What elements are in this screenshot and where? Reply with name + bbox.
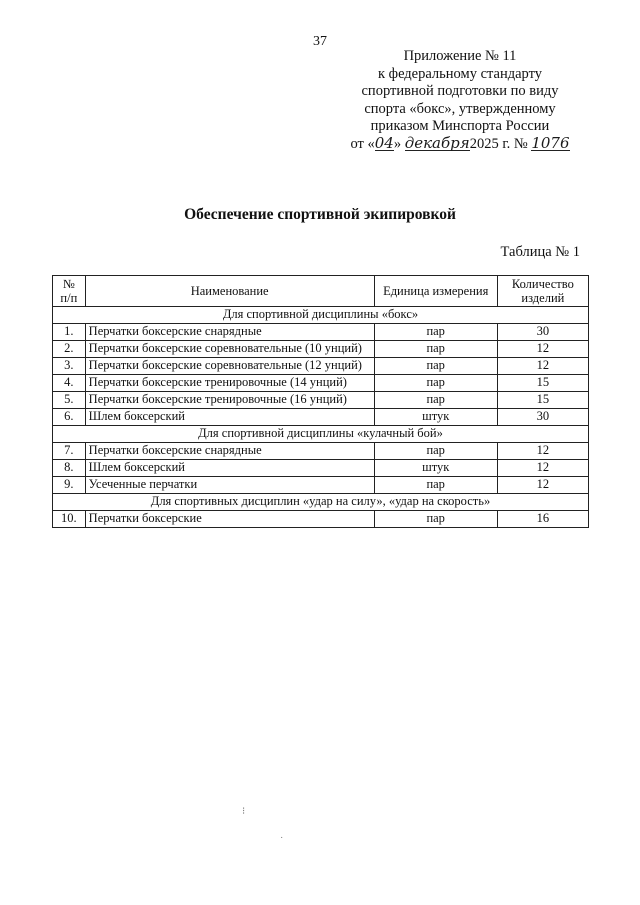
section-title: Для спортивных дисциплин «удар на силу», «удар на скорость» bbox=[53, 494, 589, 511]
table-row bbox=[53, 341, 589, 358]
cell-unit: пар bbox=[374, 324, 497, 341]
cell-unit: пар bbox=[374, 477, 497, 494]
table-header-row bbox=[53, 276, 589, 307]
header-qty: Количество изделий bbox=[497, 276, 588, 307]
cell-unit: штук bbox=[374, 460, 497, 477]
order-date-line bbox=[340, 133, 580, 154]
table-row bbox=[53, 392, 589, 409]
cell-name: Шлем боксерский bbox=[85, 409, 374, 426]
date-day: 04 bbox=[374, 133, 394, 152]
cell-qty: 12 bbox=[497, 460, 588, 477]
cell-name: Перчатки боксерские bbox=[85, 511, 374, 528]
order-number: 1076 bbox=[531, 133, 570, 152]
header-unit: Единица измерения bbox=[374, 276, 497, 307]
section-row bbox=[53, 494, 589, 511]
table-row bbox=[53, 375, 589, 392]
cell-name: Перчатки боксерские соревновательные (12 унций) bbox=[85, 358, 374, 375]
cell-qty: 12 bbox=[497, 358, 588, 375]
cell-num: 4. bbox=[53, 375, 86, 392]
header-num: № п/п bbox=[53, 276, 86, 307]
table-row bbox=[53, 324, 589, 341]
date-year: 2025 г. № bbox=[469, 135, 528, 152]
cell-qty: 15 bbox=[497, 392, 588, 409]
cell-unit: пар bbox=[374, 511, 497, 528]
cell-num: 8. bbox=[53, 460, 86, 477]
table-body bbox=[53, 307, 589, 528]
cell-qty: 30 bbox=[497, 324, 588, 341]
section-row bbox=[53, 426, 589, 443]
table-label: Таблица № 1 bbox=[500, 244, 580, 260]
cell-unit: пар bbox=[374, 375, 497, 392]
section-title: Для спортивной дисциплины «кулачный бой» bbox=[53, 426, 589, 443]
cell-unit: пар bbox=[374, 358, 497, 375]
cell-num: 2. bbox=[53, 341, 86, 358]
cell-num: 5. bbox=[53, 392, 86, 409]
cell-qty: 12 bbox=[497, 341, 588, 358]
page-number: 37 bbox=[313, 34, 327, 49]
table-row bbox=[53, 358, 589, 375]
cell-unit: пар bbox=[374, 443, 497, 460]
appendix-line: Приложение № 11 bbox=[403, 48, 517, 64]
cell-name: Перчатки боксерские тренировочные (14 унций) bbox=[85, 375, 374, 392]
cell-qty: 16 bbox=[497, 511, 588, 528]
date-day-close: » bbox=[393, 135, 402, 152]
table-row bbox=[53, 409, 589, 426]
cell-qty: 30 bbox=[497, 409, 588, 426]
scan-mark: ⁝ bbox=[242, 806, 246, 817]
cell-name: Усеченные перчатки bbox=[85, 477, 374, 494]
table-row bbox=[53, 460, 589, 477]
cell-num: 9. bbox=[53, 477, 86, 494]
appendix-header bbox=[340, 48, 580, 153]
document-title: Обеспечение спортивной экипировкой bbox=[184, 206, 456, 223]
cell-name: Перчатки боксерские снарядные bbox=[85, 324, 374, 341]
cell-name: Перчатки боксерские снарядные bbox=[85, 443, 374, 460]
cell-unit: пар bbox=[374, 341, 497, 358]
cell-num: 1. bbox=[53, 324, 86, 341]
scan-mark: ˙ bbox=[280, 836, 284, 847]
cell-name: Шлем боксерский bbox=[85, 460, 374, 477]
cell-name: Перчатки боксерские тренировочные (16 унций) bbox=[85, 392, 374, 409]
appendix-line: приказом Минспорта России bbox=[370, 118, 550, 134]
cell-qty: 15 bbox=[497, 375, 588, 392]
cell-num: 6. bbox=[53, 409, 86, 426]
appendix-line: спорта «бокс», утвержденному bbox=[364, 100, 556, 117]
cell-name: Перчатки боксерские соревновательные (10 унций) bbox=[85, 341, 374, 358]
appendix-line: к федеральному стандарту bbox=[378, 65, 542, 82]
date-prefix: от « bbox=[350, 135, 375, 152]
section-row bbox=[53, 307, 589, 324]
cell-unit: пар bbox=[374, 392, 497, 409]
table-row bbox=[53, 477, 589, 494]
table-row bbox=[53, 511, 589, 528]
appendix-line: спортивной подготовки по виду bbox=[361, 83, 559, 99]
header-name: Наименование bbox=[85, 276, 374, 307]
cell-num: 7. bbox=[53, 443, 86, 460]
cell-unit: штук bbox=[374, 409, 497, 426]
section-title: Для спортивной дисциплины «бокс» bbox=[53, 307, 589, 324]
date-month: декабря bbox=[404, 133, 470, 152]
equipment-table bbox=[52, 275, 589, 528]
cell-qty: 12 bbox=[497, 443, 588, 460]
cell-num: 3. bbox=[53, 358, 86, 375]
cell-num: 10. bbox=[53, 511, 86, 528]
cell-qty: 12 bbox=[497, 477, 588, 494]
table-row bbox=[53, 443, 589, 460]
